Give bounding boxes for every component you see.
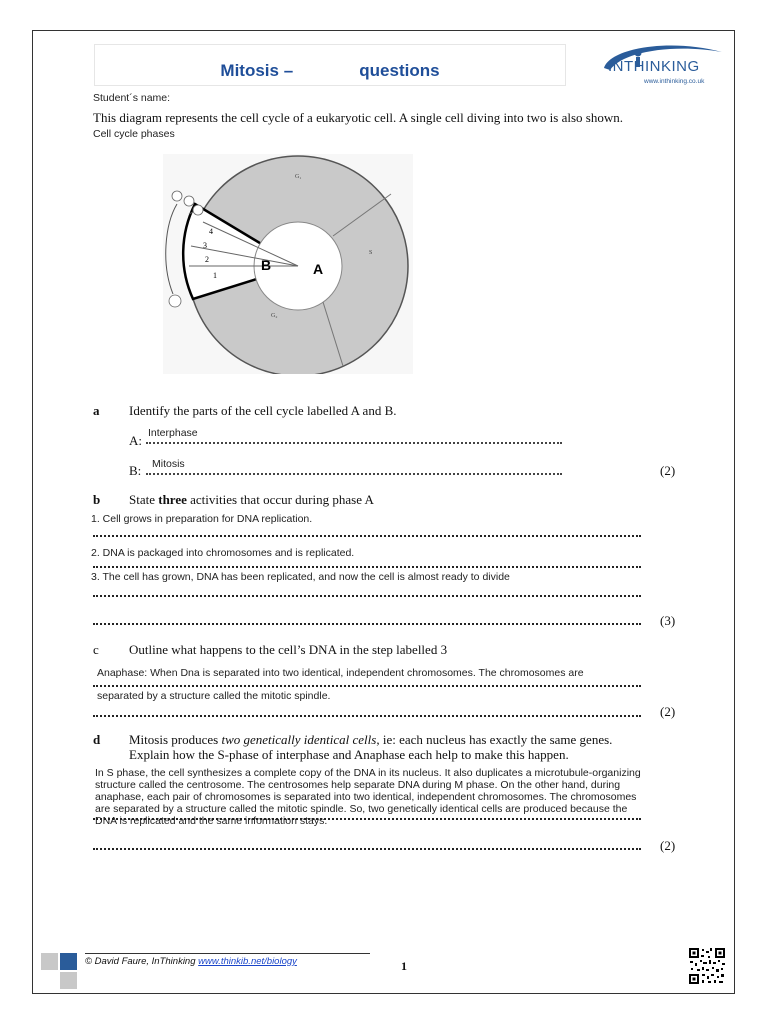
footer-square [60,972,77,989]
step-3-label: 3 [203,241,207,250]
student-name-label: Student´s name: [93,92,171,104]
footer-rule [85,953,370,954]
page-title [95,61,565,81]
dotline [93,675,641,687]
s-label: S [369,250,373,256]
question-b-letter: b [93,492,101,507]
footer-square [60,953,77,970]
page-number: 1 [401,959,407,973]
qr-code-icon [688,947,726,985]
answer-b3-input[interactable]: 3. The cell has grown, DNA has been replicated, and now the cell is almost ready to divide [91,571,510,583]
answer-b2-input[interactable]: 2. DNA is packaged into chromosomes and is replicated. [91,547,355,559]
question-c-letter: c [93,642,99,657]
logo-text: INTHINKING [608,58,700,75]
title-left: Mitosis – [220,61,294,80]
answer-b1-input[interactable]: 1. Cell grows in preparation for DNA replication. [91,513,313,525]
footer-square [41,953,58,970]
g1-label: G₁ [295,174,302,180]
dotline [93,808,641,820]
question-a-letter: a [93,403,100,418]
phase-a-label: A [313,261,324,277]
dotline [93,585,641,597]
question-b-marks: (3) [660,613,676,628]
step-1-label: 1 [213,271,217,280]
answer-b-dotline [146,467,562,475]
footer-copyright: © David Faure, InThinking www.thinkib.net/biology [85,956,297,967]
answer-d-input[interactable]: In S phase, the cell synthesizes a complete copy of the DNA in its nucleus. It also duplicates a microtubule-organizing structure called the centrosome. The centrosomes help separate DNA during M phase. On the other hand, during anaphase, each pair of chromosomes is separated into two identical, independent chromosomes. The chromosomes are separated by a structure called the mitotic spindle. So, two genetically identical cells are produced because the DNA is replicated and the same information stays. [95,767,641,827]
question-b-text: State three activities that occur during phase A [129,492,374,507]
cell-cycle-diagram [163,154,413,374]
phase-b-label: B [261,257,272,273]
title-box [94,44,566,86]
question-d-marks: (2) [660,838,676,853]
question-a-text: Identify the parts of the cell cycle labelled A and B. [129,403,397,418]
question-c-text: Outline what happens to the cell’s DNA in the step labelled 3 [129,642,448,657]
answer-c2-input[interactable]: separated by a structure called the mitotic spindle. [97,690,331,702]
question-d-text-line2: Explain how the S-phase of interphase and Anaphase each help to make this happen. [129,747,569,762]
logo-url: www.inthinking.co.uk [644,78,705,85]
dotline [93,525,641,537]
title-right: questions [359,61,440,80]
dotline [93,556,641,568]
answer-c1-input[interactable]: Anaphase: When Dna is separated into two identical, independent chromosomes. The chromosomes are [97,667,584,679]
answer-b-input[interactable]: Mitosis [152,458,185,470]
question-a-marks: (2) [660,463,676,478]
diagram-caption: Cell cycle phases [93,128,175,140]
inthinking-logo [600,40,728,96]
answer-a-label: A: [129,433,142,448]
step-2-label: 2 [205,255,209,264]
answer-a-input[interactable]: Interphase [148,427,198,439]
question-c-marks: (2) [660,704,676,719]
dotline [93,613,641,625]
intro-text: This diagram represents the cell cycle of a eukaryotic cell. A single cell diving into two is also shown. [93,110,623,125]
g2-label: G₂ [271,313,278,319]
answer-b-label: B: [129,463,142,478]
question-d-letter: d [93,732,101,747]
footer-link[interactable]: www.thinkib.net/biology [198,956,297,967]
step-4-label: 4 [209,227,213,236]
question-d-text: Mitosis produces two genetically identical cells, ie: each nucleus has exactly the same genes. [129,732,613,747]
answer-a-dotline [146,436,562,444]
dotline [93,838,641,850]
dotline [93,705,641,717]
